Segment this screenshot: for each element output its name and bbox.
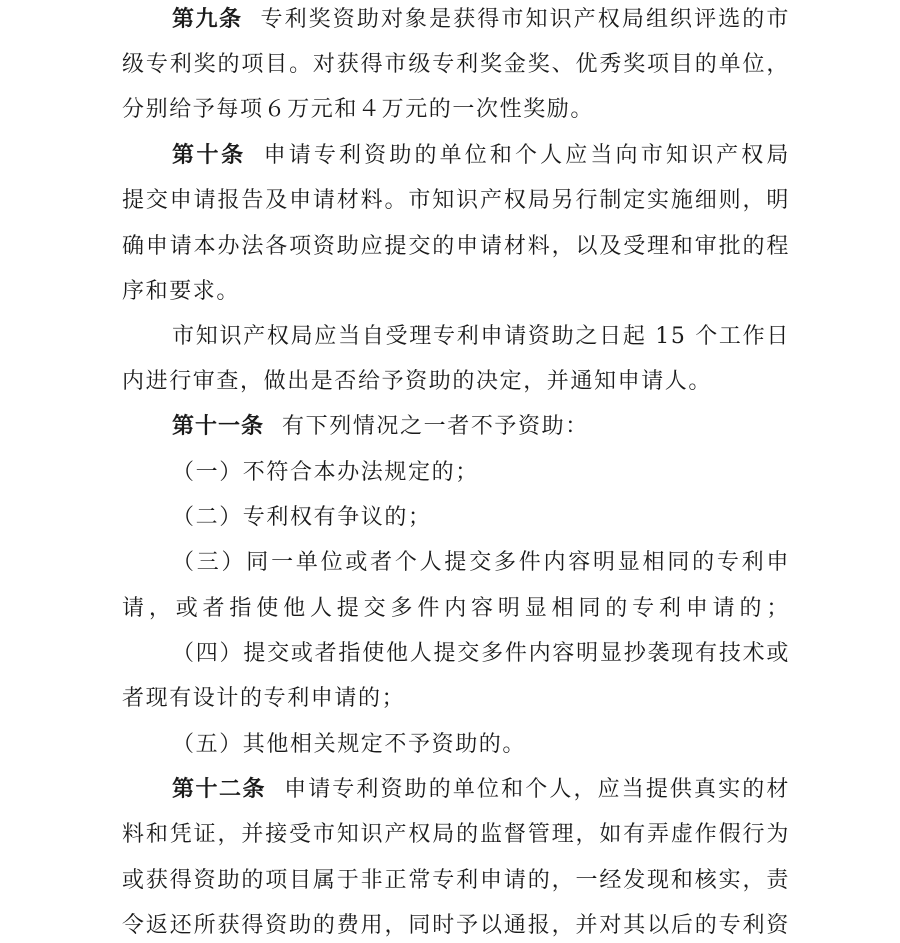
article-11-item-4-line-2: 者现有设计的专利申请的； bbox=[122, 686, 406, 711]
article-12-heading: 第十二条 bbox=[172, 777, 267, 802]
article-10-text: 申请专利资助的单位和个人应当向市知识产权局 bbox=[263, 143, 790, 168]
article-10-line-1 bbox=[172, 141, 790, 171]
article-9-line-2: 级专利奖的项目。对获得市级专利奖金奖、优秀奖项目的单位， bbox=[122, 52, 790, 77]
article-12-line-1 bbox=[172, 775, 790, 805]
article-11-item-3-line-2: 请，或者指使他人提交多件内容明显相同的专利申请的； bbox=[122, 596, 790, 621]
article-9-heading: 第九条 bbox=[172, 7, 243, 32]
article-11-item-1: （一）不符合本办法规定的； bbox=[172, 460, 479, 485]
article-10-line-3: 确申请本办法各项资助应提交的申请材料，以及受理和审批的程 bbox=[122, 234, 790, 259]
article-9-line-3: 分别给予每项６万元和４万元的一次性奖励。 bbox=[122, 97, 595, 122]
article-9-text: 专利奖资助对象是获得市知识产权局组织评选的市 bbox=[260, 7, 790, 32]
article-10-line-4: 序和要求。 bbox=[122, 279, 241, 304]
article-12-text: 申请专利资助的单位和个人，应当提供真实的材 bbox=[284, 777, 790, 802]
article-9-line-1 bbox=[172, 5, 790, 35]
article-10-heading: 第十条 bbox=[172, 143, 246, 168]
article-12-line-2: 料和凭证，并接受市知识产权局的监督管理，如有弄虚作假行为 bbox=[122, 822, 790, 847]
article-12-line-4: 令返还所获得资助的费用，同时予以通报，并对其以后的专利资 bbox=[122, 913, 790, 938]
article-11-heading: 第十一条 bbox=[172, 414, 265, 439]
article-11-text: 有下列情况之一者不予资助： bbox=[282, 414, 589, 439]
article-11-item-5: （五）其他相关规定不予资助的。 bbox=[172, 732, 527, 757]
article-11-item-3-line-1: （三）同一单位或者个人提交多件内容明显相同的专利申 bbox=[172, 550, 790, 575]
article-10-para2-line-1: 市知识产权局应当自受理专利申请资助之日起 15 个工作日 bbox=[172, 324, 790, 349]
article-10-line-2: 提交申请报告及申请材料。市知识产权局另行制定实施细则，明 bbox=[122, 188, 790, 213]
article-11-line-1 bbox=[172, 412, 790, 442]
article-12-line-3: 或获得资助的项目属于非正常专利申请的，一经发现和核实，责 bbox=[122, 868, 790, 893]
article-11-item-4-line-1: （四）提交或者指使他人提交多件内容明显抄袭现有技术或 bbox=[172, 641, 790, 666]
article-11-item-2: （二）专利权有争议的； bbox=[172, 505, 432, 530]
article-10-para2-line-2: 内进行审查，做出是否给予资助的决定，并通知申请人。 bbox=[122, 369, 713, 394]
